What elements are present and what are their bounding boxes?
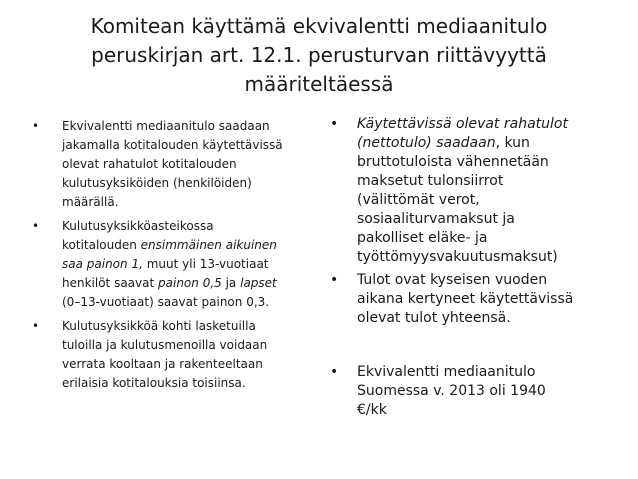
bullet-text-line: tuloilla ja kulutusmenoilla voidaan [62, 338, 268, 352]
bullet-text-line: Suomessa v. 2013 oli 1940 [357, 383, 546, 399]
left-bullet-list [32, 117, 304, 398]
bullet-text-line: jakamalla kotitalouden käytettävissä [62, 138, 283, 152]
bullet-text-line: Kulutusyksikköasteikossa [62, 219, 214, 233]
bullet-text-line: Ekvivalentti mediaanitulo saadaan [62, 119, 270, 133]
bullet-text-line: pakolliset eläke- ja [357, 230, 488, 246]
right-bullet-item [330, 363, 630, 420]
left-bullet-item [32, 317, 304, 393]
italic-text: lapset [240, 276, 277, 290]
bullet-text-line: erilaisia kotitalouksia toisiinsa. [62, 376, 246, 390]
bullet-text-line: olevat tulot yhteensä. [357, 310, 511, 326]
slide-title [40, 12, 598, 99]
bullet-text-line: (välittömät verot, [357, 192, 480, 208]
bullet-text-line: työttömyysvakuutusmaksut) [357, 249, 558, 265]
left-bullet-item [32, 117, 304, 212]
bullet-text-line: kotitalouden ensimmäinen aikuinen [62, 238, 277, 252]
right-bullet-item [330, 115, 630, 267]
bullet-text-line: Tulot ovat kyseisen vuoden [357, 272, 548, 288]
bullet-text-line: sosiaaliturvamaksut ja [357, 211, 515, 227]
bullet-icon: • [330, 116, 339, 132]
italic-text: Käytettävissä olevat rahatulot [357, 116, 568, 132]
bullet-text-line: €/kk [357, 402, 387, 418]
bullet-icon: • [330, 272, 339, 288]
italic-text: saa painon 1, [62, 257, 143, 271]
italic-text: (nettotulo) saadaan [357, 135, 496, 151]
italic-text: ensimmäinen aikuinen [140, 238, 277, 252]
bullet-icon: • [32, 119, 40, 133]
right-bullet-list [330, 115, 630, 420]
right-bullet-item [330, 271, 630, 328]
bullet-text-line: saa painon 1, muut yli 13-vuotiaat [62, 257, 269, 271]
title-line-1: Komitean käyttämä ekvivalentti mediaanitulo [90, 14, 548, 38]
bullet-text-line: Kulutusyksikköä kohti lasketuilla [62, 319, 256, 333]
bullet-icon: • [32, 319, 40, 333]
bullet-text-line: olevat rahatulot kotitalouden [62, 157, 237, 171]
title-line-2: peruskirjan art. 12.1. perusturvan riittävyyttä [91, 43, 547, 67]
bullet-text-line: aikana kertyneet käytettävissä [357, 291, 574, 307]
bullet-text-line: henkilöt saavat painon 0,5 ja lapset [62, 276, 277, 290]
bullet-text-line [357, 115, 630, 134]
bullet-text-line: maksetut tulonsiirrot [357, 173, 504, 189]
bullet-text-line: Ekvivalentti mediaanitulo [357, 364, 536, 380]
bullet-text-line: bruttotuloista vähennetään [357, 154, 549, 170]
bullet-icon: • [32, 219, 40, 233]
italic-text: painon 0,5 [158, 276, 222, 290]
bullet-icon: • [330, 364, 339, 380]
bullet-text-line: määrällä. [62, 195, 119, 209]
bullet-text-line: kulutusyksiköiden (henkilöiden) [62, 176, 252, 190]
bullet-text-line: (nettotulo) saadaan, kun [357, 135, 530, 151]
bullet-text-line: verrata kooltaan ja rakenteeltaan [62, 357, 263, 371]
title-line-3: määriteltäessä [244, 72, 394, 96]
bullet-text-line: (0–13-vuotiaat) saavat painon 0,3. [62, 295, 270, 309]
left-bullet-item [32, 217, 304, 312]
